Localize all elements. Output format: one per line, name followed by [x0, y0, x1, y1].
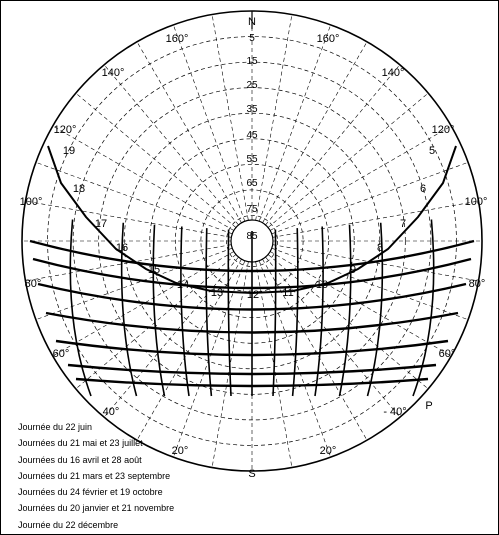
azimuth-label-left-160: 160°	[165, 33, 189, 45]
azimuth-line	[212, 14, 248, 220]
azimuth-label-right-160: 160°	[316, 33, 340, 45]
legend-item: Journées du 16 avril et 28 août	[18, 454, 142, 465]
hour-label-13: 13	[210, 287, 224, 299]
azimuth-label-left-40: 40°	[102, 406, 120, 418]
azimuth-label-left-80: 80°	[24, 278, 42, 290]
north-label: N	[248, 16, 256, 28]
hour-line	[293, 228, 298, 396]
azimuth-label-right-40: - 40°	[383, 406, 407, 418]
hour-label-10: 10	[315, 279, 329, 291]
azimuth-line	[265, 65, 399, 225]
azimuth-line	[101, 65, 238, 225]
altitude-label-65: 65	[246, 178, 258, 189]
hour-label-6: 6	[419, 183, 427, 195]
hour-label-7: 7	[399, 218, 407, 230]
hour-line	[315, 227, 323, 397]
azimuth-label-right-20: 20°	[319, 445, 337, 457]
hour-label-12: 12	[246, 289, 260, 301]
hour-label-9: 9	[349, 264, 357, 276]
hour-label-8: 8	[376, 242, 384, 254]
altitude-label-45: 45	[246, 130, 258, 141]
azimuth-label-left-100: 100°	[19, 196, 43, 208]
legend-item: Journées du 21 mai et 23 juillet	[18, 438, 143, 449]
hour-label-18: 18	[72, 183, 86, 195]
altitude-label-5: 5	[249, 33, 255, 44]
azimuth-label-left-20: 20°	[171, 445, 189, 457]
azimuth-line	[76, 93, 236, 227]
legend-item: Journée du 22 juin	[18, 422, 93, 432]
point-p-label: P	[425, 400, 433, 412]
altitude-label-55: 55	[246, 154, 258, 165]
azimuth-label-right-120: 120°	[431, 124, 455, 136]
legend-item: Journées du 24 février et 19 octobre	[18, 487, 163, 498]
azimuth-line	[268, 93, 428, 227]
altitude-label-15: 15	[246, 56, 258, 67]
altitude-label-25: 25	[246, 80, 258, 91]
hour-label-16: 16	[115, 242, 129, 254]
azimuth-label-right-60: 60°	[438, 348, 456, 360]
legend	[18, 419, 174, 533]
hour-line	[413, 220, 434, 397]
hour-label-17: 17	[94, 218, 108, 230]
hour-label-5: 5	[428, 145, 436, 157]
azimuth-line	[256, 14, 292, 220]
azimuth-line	[273, 201, 479, 237]
legend-item: Journées du 21 mars et 23 septembre	[18, 470, 171, 481]
azimuth-label-right-80: 80°	[468, 278, 486, 290]
altitude-label-35: 35	[246, 104, 258, 115]
legend-item: Journées du 20 janvier et 21 novembre	[18, 503, 175, 514]
azimuth-line	[25, 201, 231, 237]
azimuth-label-right-140: 140°	[381, 67, 405, 79]
azimuth-label-right-100: 100°	[464, 196, 488, 208]
altitude-label-85: 85	[246, 231, 258, 242]
azimuth-label-left-120: 120°	[53, 124, 77, 136]
hour-label-14: 14	[176, 279, 190, 291]
hour-line	[181, 227, 189, 397]
azimuth-label-left-60: 60°	[52, 348, 70, 360]
azimuth-label-left-140: 140°	[101, 67, 125, 79]
hour-label-11: 11	[282, 287, 294, 299]
hour-line	[206, 228, 211, 396]
hour-label-19: 19	[62, 145, 76, 157]
legend-item: Journée du 22 décembre	[18, 519, 119, 530]
altitude-label-75: 75	[246, 204, 258, 215]
hour-label-15: 15	[147, 264, 161, 276]
south-label: S	[248, 468, 256, 480]
